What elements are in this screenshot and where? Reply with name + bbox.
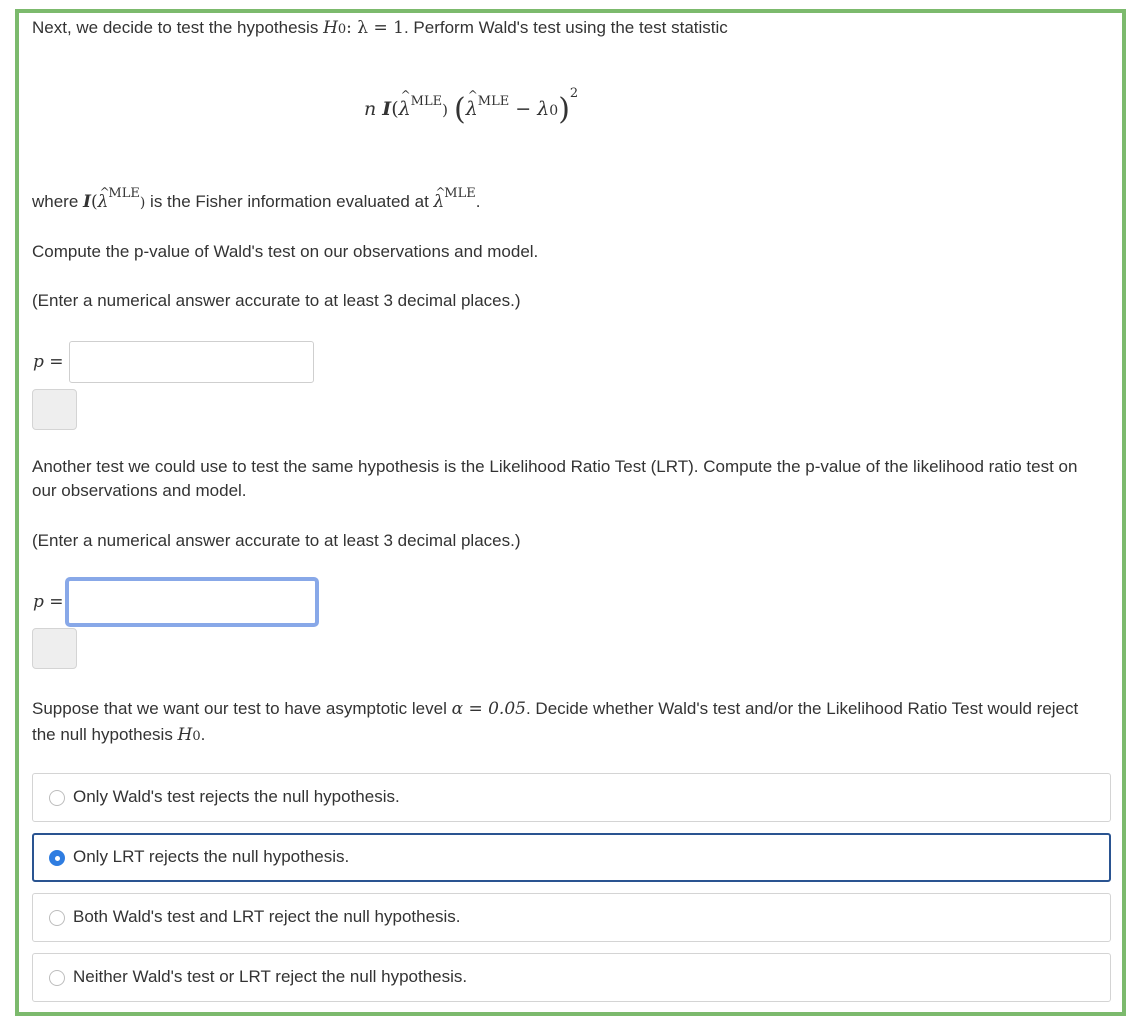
alpha-level: α = 0.05 (451, 699, 526, 719)
decision-question-text: Suppose that we want our test to have asymptotic level α = 0.05. Decide whether Wald's test and/or the Likelihood Ratio Test would reject the null hypothesis H0. (32, 699, 1079, 745)
wald-question-text: Compute the p-value of Wald's test on our observations and model. (32, 242, 539, 261)
wald-p-input[interactable] (69, 341, 314, 383)
hypothesis-h: H0 (323, 18, 347, 38)
option-label: Neither Wald's test or LRT reject the null hypothesis. (73, 967, 468, 986)
lrt-question-text: Another test we could use to test the same hypothesis is the Likelihood Ratio Test (LRT). Compute the p-value of the likelihood ratio test on our observations and model. (32, 457, 1078, 500)
option-neither[interactable] (32, 953, 1111, 1002)
radio-button[interactable] (49, 970, 65, 986)
formula-n: n (364, 98, 377, 120)
radio-button-selected[interactable] (49, 850, 65, 866)
formula-mle-sup-2: MLE (477, 94, 510, 109)
formula-I: I (382, 98, 392, 120)
intro-text-a: Next, we decide to test the hypothesis (32, 18, 324, 37)
option-both[interactable] (32, 893, 1111, 942)
lrt-submit-button[interactable] (32, 628, 77, 669)
hypothesis-value: : λ = 1 (346, 18, 404, 38)
option-label: Only LRT rejects the null hypothesis. (73, 847, 350, 866)
formula-mle-sup: MLE (410, 94, 443, 109)
formula-lambda0: λ (537, 98, 550, 120)
intro-text (32, 16, 728, 42)
wald-submit-button[interactable] (32, 389, 77, 430)
option-label: Only Wald's test rejects the null hypothesis. (73, 787, 400, 806)
formula-lambda-hat: ^ λ (399, 98, 411, 120)
fisher-info-text: where I(^ $\lambda^{MLE}$) is the Fisher information evaluated at ^ $\lambda^{MLE}$. (32, 190, 480, 216)
lrt-question-hint: (Enter a numerical answer accurate to at least 3 decimal places.) (32, 531, 521, 550)
radio-button[interactable] (49, 910, 65, 926)
option-only-wald[interactable] (32, 773, 1111, 822)
wald-question-hint: (Enter a numerical answer accurate to at least 3 decimal places.) (32, 291, 521, 310)
lrt-p-input[interactable] (65, 577, 319, 627)
radio-button[interactable] (49, 790, 65, 806)
wald-p-label: p = (33, 352, 64, 372)
wald-statistic-formula: n I(^ $\lambda^{MLE}$) (^ $\lambda^{MLE} - \lambda 0)^2$ (364, 88, 578, 123)
formula-square: 2 (569, 86, 579, 101)
formula-minus: − (515, 98, 532, 120)
intro-text-b: . Perform Wald's test using the test statistic (403, 18, 728, 37)
formula-lambda-hat-2: ^ λ (466, 98, 478, 120)
option-label: Both Wald's test and LRT reject the null hypothesis. (73, 907, 461, 926)
lrt-p-label: p = (33, 592, 64, 612)
option-only-lrt[interactable] (32, 833, 1111, 882)
